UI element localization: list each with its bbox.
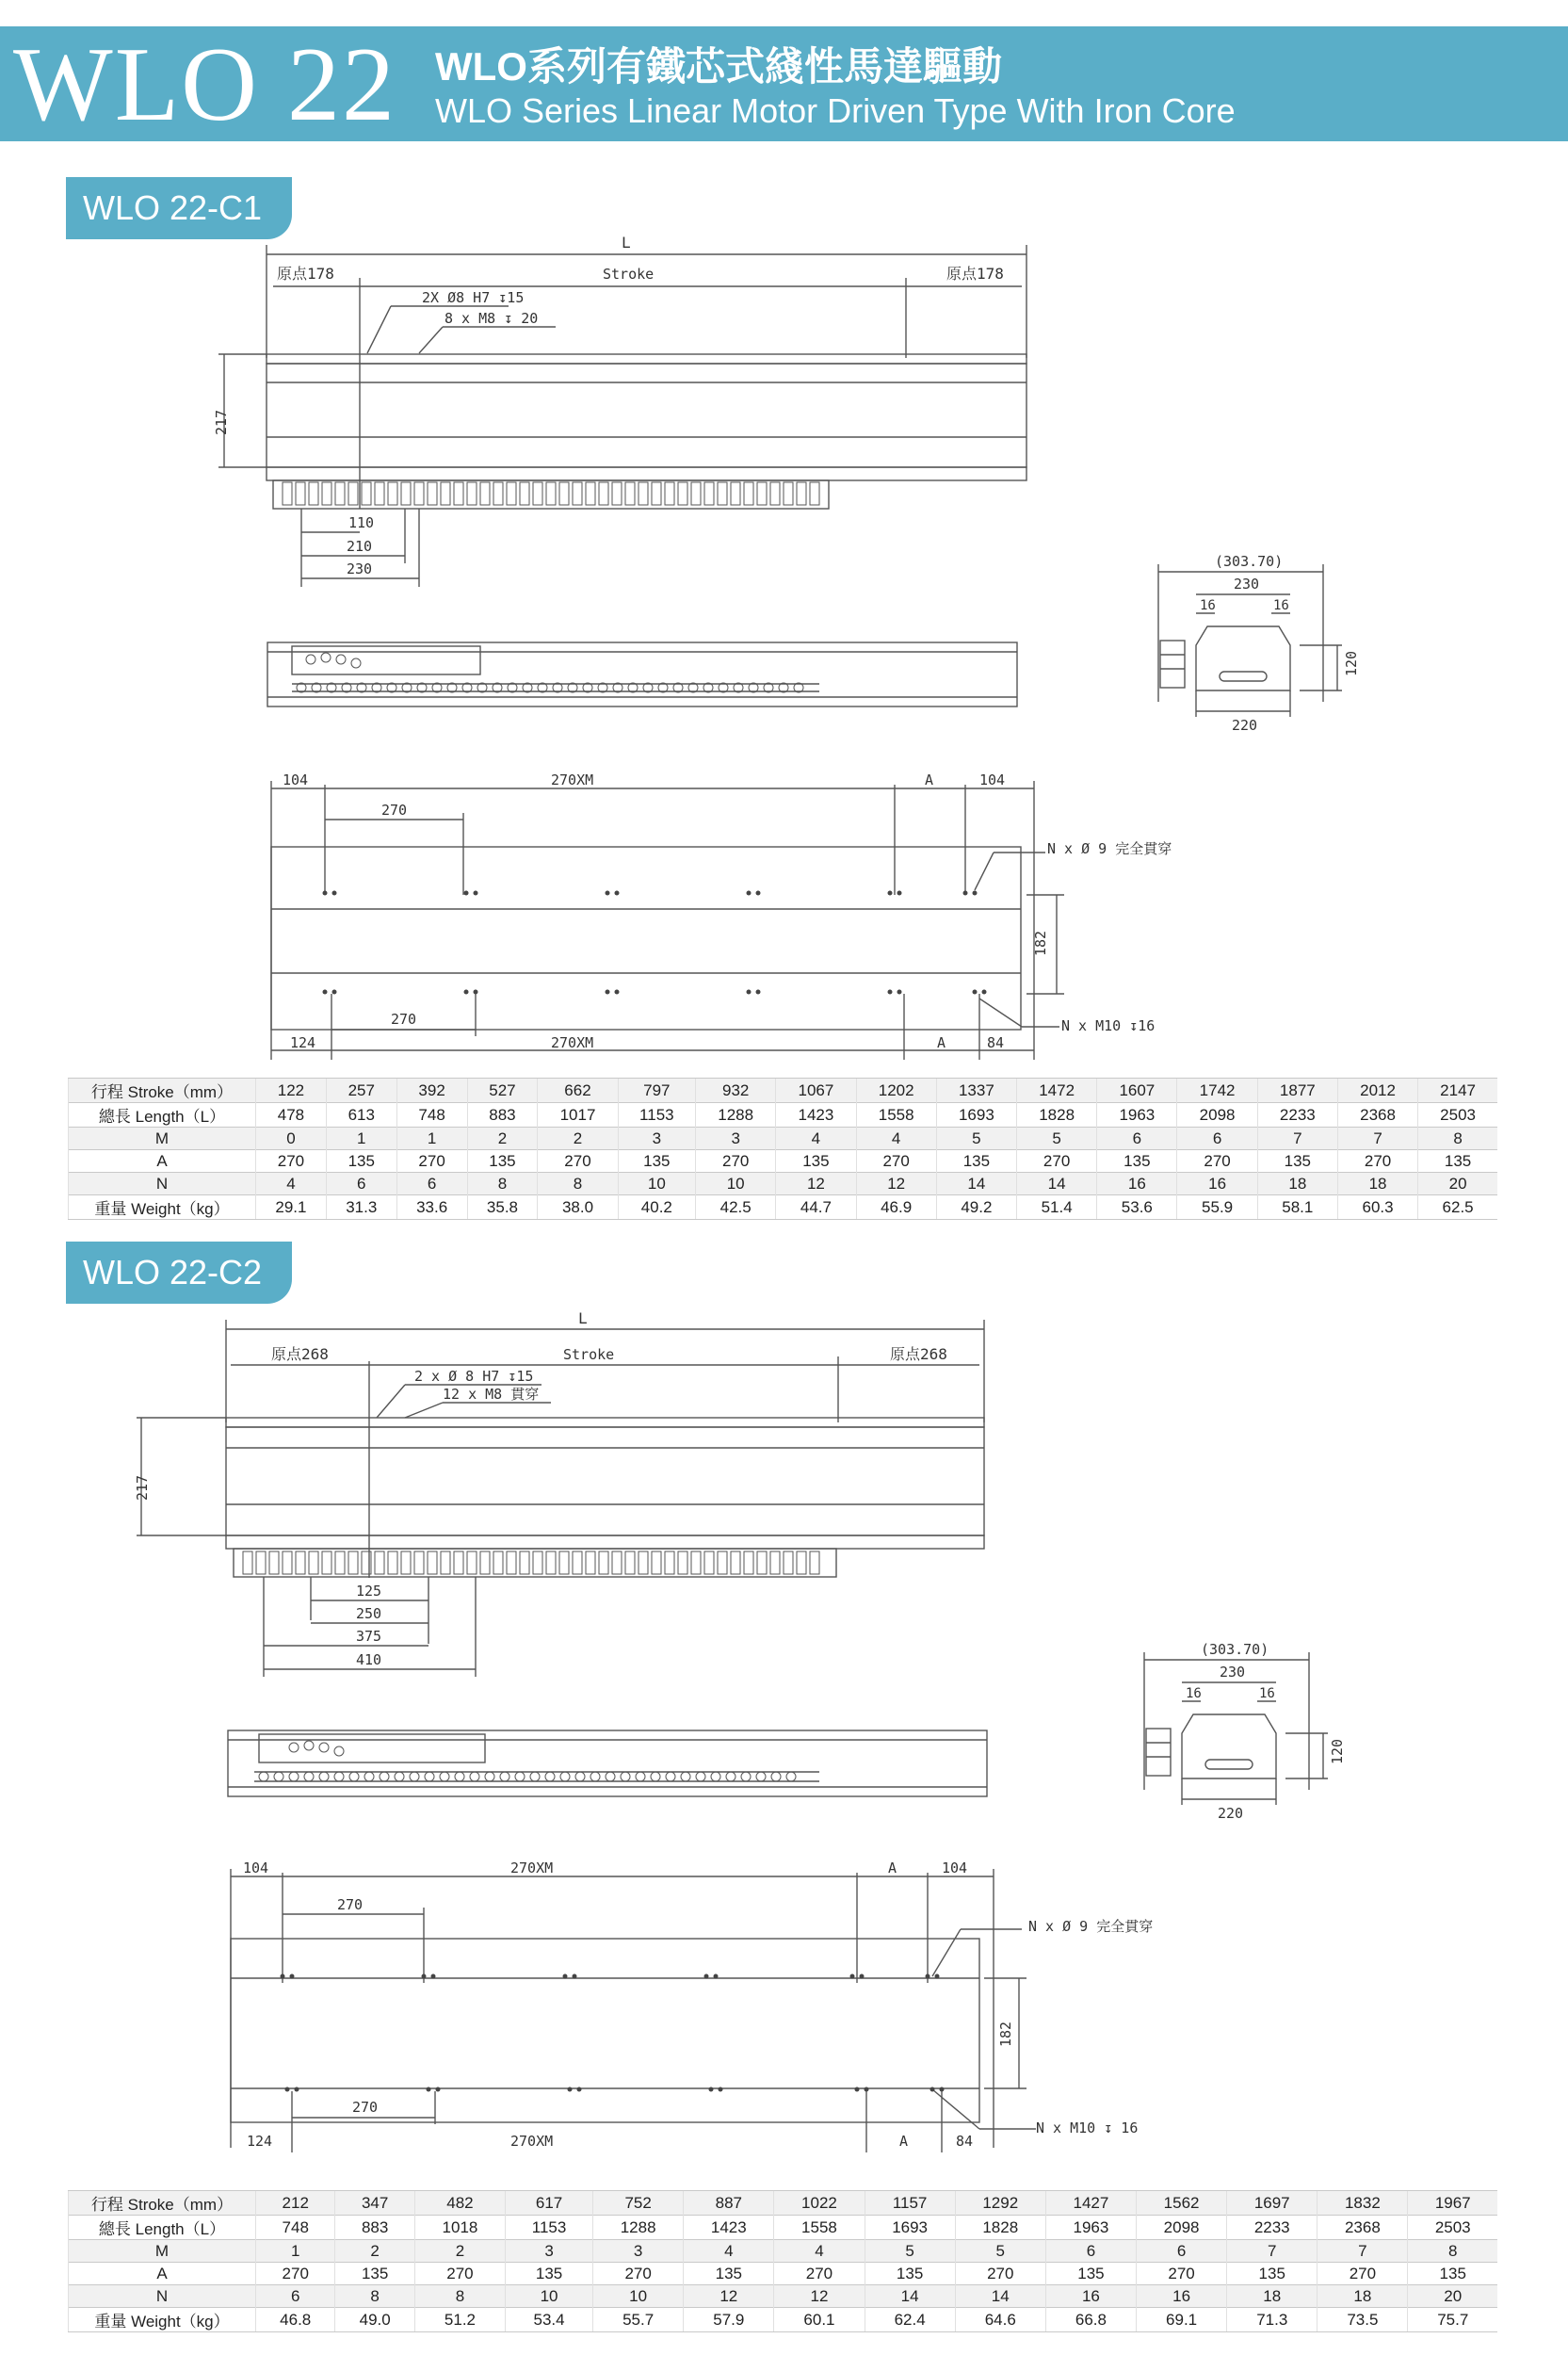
cell: 257 — [326, 1079, 396, 1103]
cell: 1292 — [955, 2191, 1045, 2216]
cell: 270 — [1337, 1150, 1417, 1173]
cell: 1423 — [684, 2216, 774, 2240]
cell: 75.7 — [1408, 2308, 1497, 2332]
cell: 8 — [1408, 2240, 1497, 2263]
c2-bottom-view-drawing — [0, 1856, 1224, 2157]
cell: 270 — [538, 1150, 618, 1173]
c1-spec-table — [68, 1078, 1497, 1220]
cell: 613 — [326, 1103, 396, 1128]
cell: 135 — [776, 1150, 856, 1173]
cell: 16 — [1177, 1173, 1257, 1195]
cell: 60.1 — [774, 2308, 865, 2332]
cell: 1877 — [1257, 1079, 1337, 1103]
cell: 29.1 — [256, 1195, 327, 1220]
cell: 8 — [414, 2285, 505, 2308]
row-header-weight: 重量 Weight（kg） — [69, 1195, 256, 1220]
cell: 3 — [696, 1128, 776, 1150]
cell: 1157 — [865, 2191, 955, 2216]
cell: 6 — [1097, 1128, 1177, 1150]
title-english: WLO Series Linear Motor Driven Type With Iron Core — [435, 91, 1236, 130]
origin-left: 原点178 — [277, 265, 334, 283]
cell: 883 — [335, 2216, 414, 2240]
cell: 270 — [1317, 2263, 1408, 2285]
dim-375: 375 — [356, 1628, 382, 1645]
cell: 1337 — [936, 1079, 1016, 1103]
dim-220: 220 — [1218, 1805, 1244, 1822]
cell: 2 — [538, 1128, 618, 1150]
holes-n9-callout: N x Ø 9 完全貫穿 — [1047, 840, 1172, 857]
cell: 4 — [856, 1128, 936, 1150]
cell: 8 — [538, 1173, 618, 1195]
holes-m10-callout: N x M10 ↧16 — [1061, 1017, 1156, 1034]
cell: 71.3 — [1227, 2308, 1317, 2332]
cell: 752 — [593, 2191, 684, 2216]
bot-270-top: 270 — [381, 802, 408, 819]
cell: 16 — [1045, 2285, 1136, 2308]
bot-104-right: 104 — [979, 771, 1006, 788]
dim-stroke: Stroke — [603, 266, 655, 283]
dim-16-left: 16 — [1200, 598, 1216, 613]
cell: 4 — [774, 2240, 865, 2263]
cell: 8 — [1418, 1128, 1497, 1150]
cell: 20 — [1408, 2285, 1497, 2308]
bot-104-right: 104 — [942, 1860, 968, 1876]
dim-303: (303.70) — [1215, 553, 1284, 570]
cell: 135 — [1418, 1150, 1497, 1173]
cell: 270 — [1177, 1150, 1257, 1173]
cell: 49.0 — [335, 2308, 414, 2332]
cell: 73.5 — [1317, 2308, 1408, 2332]
cell: 270 — [396, 1150, 467, 1173]
bot-84: 84 — [987, 1034, 1005, 1051]
cell: 4 — [684, 2240, 774, 2263]
cell: 38.0 — [538, 1195, 618, 1220]
cell: 1828 — [955, 2216, 1045, 2240]
table-row — [69, 1128, 1498, 1150]
hole-callout-2: 8 x M8 ↧ 20 — [445, 310, 539, 327]
cell: 135 — [335, 2263, 414, 2285]
cell: 135 — [506, 2263, 593, 2285]
bot-124: 124 — [290, 1034, 316, 1051]
table-row — [69, 2216, 1498, 2240]
table-row — [69, 1150, 1498, 1173]
c2-end-view-drawing — [1135, 1639, 1351, 1827]
dim-217: 217 — [134, 1474, 151, 1501]
cell: 7 — [1337, 1128, 1417, 1150]
cell: 1288 — [593, 2216, 684, 2240]
cell: 42.5 — [696, 1195, 776, 1220]
cell: 883 — [467, 1103, 538, 1128]
cell: 46.9 — [856, 1195, 936, 1220]
cell: 2 — [467, 1128, 538, 1150]
cell: 748 — [396, 1103, 467, 1128]
cell: 4 — [256, 1173, 327, 1195]
cell: 1967 — [1408, 2191, 1497, 2216]
cell: 55.7 — [593, 2308, 684, 2332]
cell: 12 — [856, 1173, 936, 1195]
cell: 4 — [776, 1128, 856, 1150]
cell: 12 — [774, 2285, 865, 2308]
section-tab-c1: WLO 22-C1 — [66, 177, 292, 239]
header-banner — [0, 26, 1568, 141]
cell: 270 — [696, 1150, 776, 1173]
dim-217: 217 — [213, 409, 230, 435]
hole-callout-1: 2 x Ø 8 H7 ↧15 — [414, 1368, 534, 1385]
bot-124: 124 — [247, 2133, 273, 2150]
cell: 1 — [256, 2240, 335, 2263]
cell: 5 — [1017, 1128, 1097, 1150]
cell: 392 — [396, 1079, 467, 1103]
cell: 270 — [774, 2263, 865, 2285]
cell: 617 — [506, 2191, 593, 2216]
cell: 1423 — [776, 1103, 856, 1128]
bot-A-top: A — [888, 1860, 897, 1876]
cell: 8 — [335, 2285, 414, 2308]
cell: 135 — [936, 1150, 1016, 1173]
cell: 51.4 — [1017, 1195, 1097, 1220]
cell: 3 — [506, 2240, 593, 2263]
cell: 33.6 — [396, 1195, 467, 1220]
row-header-length: 總長 Length（L） — [69, 2216, 256, 2240]
cell: 1018 — [414, 2216, 505, 2240]
dim-410: 410 — [356, 1651, 382, 1668]
table-row — [69, 2240, 1498, 2263]
cell: 20 — [1418, 1173, 1497, 1195]
table-row — [69, 1173, 1498, 1195]
table-row — [69, 2308, 1498, 2332]
table-row — [69, 2263, 1498, 2285]
cell: 12 — [684, 2285, 774, 2308]
cell: 662 — [538, 1079, 618, 1103]
cell: 3 — [618, 1128, 695, 1150]
cell: 270 — [593, 2263, 684, 2285]
cell: 18 — [1337, 1173, 1417, 1195]
cell: 1693 — [865, 2216, 955, 2240]
cell: 135 — [1257, 1150, 1337, 1173]
cell: 135 — [1227, 2263, 1317, 2285]
cell: 14 — [1017, 1173, 1097, 1195]
cell: 6 — [1045, 2240, 1136, 2263]
cell: 69.1 — [1137, 2308, 1227, 2332]
row-header-stroke: 行程 Stroke（mm） — [69, 2191, 256, 2216]
cell: 135 — [467, 1150, 538, 1173]
cell: 1828 — [1017, 1103, 1097, 1128]
cell: 18 — [1257, 1173, 1337, 1195]
dim-16-right: 16 — [1273, 598, 1289, 613]
dim-16-right: 16 — [1259, 1686, 1275, 1701]
hole-callout-1: 2X Ø8 H7 ↧15 — [422, 289, 525, 306]
cell: 135 — [865, 2263, 955, 2285]
row-header-m: M — [69, 1128, 256, 1150]
cell: 66.8 — [1045, 2308, 1136, 2332]
dim-250: 250 — [356, 1605, 382, 1622]
cell: 1153 — [506, 2216, 593, 2240]
table-row — [69, 1103, 1498, 1128]
bot-104-left: 104 — [243, 1860, 269, 1876]
cell: 51.2 — [414, 2308, 505, 2332]
c2-side-view-drawing — [217, 1719, 998, 1804]
cell: 40.2 — [618, 1195, 695, 1220]
cell: 797 — [618, 1079, 695, 1103]
cell: 16 — [1137, 2285, 1227, 2308]
cell: 10 — [506, 2285, 593, 2308]
cell: 2503 — [1418, 1103, 1497, 1128]
dim-stroke: Stroke — [563, 1346, 615, 1363]
cell: 44.7 — [776, 1195, 856, 1220]
cell: 2 — [414, 2240, 505, 2263]
cell: 2 — [335, 2240, 414, 2263]
dim-210: 210 — [347, 538, 373, 555]
cell: 14 — [865, 2285, 955, 2308]
cell: 1 — [396, 1128, 467, 1150]
cell: 2012 — [1337, 1079, 1417, 1103]
origin-right: 原点178 — [946, 265, 1004, 283]
bot-A-top: A — [925, 771, 934, 788]
table-row — [69, 2285, 1498, 2308]
bot-84: 84 — [956, 2133, 974, 2150]
holes-m10-callout: N x M10 ↧ 16 — [1036, 2120, 1139, 2136]
cell: 1697 — [1227, 2191, 1317, 2216]
cell: 887 — [684, 2191, 774, 2216]
cell: 6 — [256, 2285, 335, 2308]
cell: 270 — [1017, 1150, 1097, 1173]
model-number: WLO 22 — [13, 26, 397, 143]
c1-end-view-drawing — [1149, 551, 1366, 739]
cell: 212 — [256, 2191, 335, 2216]
cell: 1067 — [776, 1079, 856, 1103]
cell: 6 — [1177, 1128, 1257, 1150]
bot-182: 182 — [997, 2021, 1014, 2047]
row-header-length: 總長 Length（L） — [69, 1103, 256, 1128]
dim-L: L — [578, 1309, 588, 1327]
cell: 6 — [326, 1173, 396, 1195]
cell: 135 — [1408, 2263, 1497, 2285]
dim-303: (303.70) — [1201, 1641, 1269, 1658]
cell: 135 — [326, 1150, 396, 1173]
section-tab-c2: WLO 22-C2 — [66, 1242, 292, 1304]
cell: 748 — [256, 2216, 335, 2240]
cell: 482 — [414, 2191, 505, 2216]
bot-A-bottom: A — [937, 1034, 946, 1051]
cell: 10 — [696, 1173, 776, 1195]
table-row — [69, 1079, 1498, 1103]
cell: 60.3 — [1337, 1195, 1417, 1220]
dim-230: 230 — [347, 560, 373, 577]
bot-104-left: 104 — [283, 771, 309, 788]
cell: 2098 — [1177, 1103, 1257, 1128]
cell: 2368 — [1317, 2216, 1408, 2240]
cell: 7 — [1257, 1128, 1337, 1150]
cell: 14 — [936, 1173, 1016, 1195]
cell: 31.3 — [326, 1195, 396, 1220]
bot-270xm-top: 270XM — [510, 1860, 554, 1876]
cell: 122 — [256, 1079, 327, 1103]
cell: 135 — [618, 1150, 695, 1173]
cell: 2233 — [1227, 2216, 1317, 2240]
row-header-a: A — [69, 1150, 256, 1173]
cell: 1472 — [1017, 1079, 1097, 1103]
cell: 6 — [1137, 2240, 1227, 2263]
cell: 58.1 — [1257, 1195, 1337, 1220]
row-header-n: N — [69, 1173, 256, 1195]
cell: 932 — [696, 1079, 776, 1103]
bot-270-top: 270 — [337, 1896, 364, 1913]
cell: 135 — [684, 2263, 774, 2285]
row-header-weight: 重量 Weight（kg） — [69, 2308, 256, 2332]
title-chinese: WLO系列有鐵芯式綫性馬達驅動 — [435, 44, 1002, 89]
bot-270xm-top: 270XM — [551, 771, 594, 788]
cell: 49.2 — [936, 1195, 1016, 1220]
table-row — [69, 1195, 1498, 1220]
cell: 1832 — [1317, 2191, 1408, 2216]
cell: 53.6 — [1097, 1195, 1177, 1220]
cell: 347 — [335, 2191, 414, 2216]
cell: 7 — [1317, 2240, 1408, 2263]
c2-spec-table — [68, 2190, 1497, 2332]
table-row — [69, 2191, 1498, 2216]
bot-A-bottom: A — [899, 2133, 909, 2150]
cell: 35.8 — [467, 1195, 538, 1220]
cell: 135 — [1097, 1150, 1177, 1173]
cell: 5 — [865, 2240, 955, 2263]
cell: 12 — [776, 1173, 856, 1195]
dim-220: 220 — [1232, 717, 1258, 734]
cell: 3 — [593, 2240, 684, 2263]
cell: 1 — [326, 1128, 396, 1150]
row-header-a: A — [69, 2263, 256, 2285]
cell: 1153 — [618, 1103, 695, 1128]
cell: 5 — [955, 2240, 1045, 2263]
cell: 2233 — [1257, 1103, 1337, 1128]
cell: 1963 — [1097, 1103, 1177, 1128]
cell: 1607 — [1097, 1079, 1177, 1103]
dim-16-left: 16 — [1186, 1686, 1202, 1701]
dim-230-end: 230 — [1220, 1664, 1246, 1681]
row-header-m: M — [69, 2240, 256, 2263]
cell: 0 — [256, 1128, 327, 1150]
cell: 2368 — [1337, 1103, 1417, 1128]
cell: 270 — [256, 2263, 335, 2285]
hole-callout-2: 12 x M8 貫穿 — [443, 1386, 540, 1403]
dim-125: 125 — [356, 1583, 382, 1600]
cell: 1022 — [774, 2191, 865, 2216]
cell: 1202 — [856, 1079, 936, 1103]
cell: 1963 — [1045, 2216, 1136, 2240]
cell: 1693 — [936, 1103, 1016, 1128]
c1-side-view-drawing — [254, 631, 1026, 716]
bot-270xm-bottom: 270XM — [551, 1034, 594, 1051]
cell: 1427 — [1045, 2191, 1136, 2216]
dim-L: L — [622, 234, 631, 252]
cell: 62.4 — [865, 2308, 955, 2332]
cell: 18 — [1227, 2285, 1317, 2308]
cell: 6 — [396, 1173, 467, 1195]
cell: 1558 — [774, 2216, 865, 2240]
cell: 55.9 — [1177, 1195, 1257, 1220]
cell: 10 — [618, 1173, 695, 1195]
cell: 64.6 — [955, 2308, 1045, 2332]
cell: 2147 — [1418, 1079, 1497, 1103]
cell: 18 — [1317, 2285, 1408, 2308]
cell: 16 — [1097, 1173, 1177, 1195]
origin-left: 原点268 — [271, 1345, 329, 1363]
cell: 270 — [856, 1150, 936, 1173]
bot-270xm-bottom: 270XM — [510, 2133, 554, 2150]
cell: 10 — [593, 2285, 684, 2308]
dim-120: 120 — [1329, 1738, 1346, 1764]
cell: 5 — [936, 1128, 1016, 1150]
cell: 46.8 — [256, 2308, 335, 2332]
dim-110: 110 — [348, 514, 375, 531]
row-header-n: N — [69, 2285, 256, 2308]
cell: 1558 — [856, 1103, 936, 1128]
c2-top-view-drawing — [0, 1305, 1568, 1672]
cell: 2098 — [1137, 2216, 1227, 2240]
bot-270-bottom: 270 — [352, 2099, 379, 2116]
cell: 62.5 — [1418, 1195, 1497, 1220]
cell: 270 — [414, 2263, 505, 2285]
row-header-stroke: 行程 Stroke（mm） — [69, 1079, 256, 1103]
cell: 1742 — [1177, 1079, 1257, 1103]
cell: 135 — [1045, 2263, 1136, 2285]
cell: 8 — [467, 1173, 538, 1195]
dim-120: 120 — [1343, 650, 1360, 676]
origin-right: 原点268 — [890, 1345, 947, 1363]
bot-270-bottom: 270 — [391, 1011, 417, 1028]
cell: 270 — [955, 2263, 1045, 2285]
cell: 1288 — [696, 1103, 776, 1128]
cell: 1017 — [538, 1103, 618, 1128]
cell: 270 — [1137, 2263, 1227, 2285]
cell: 1562 — [1137, 2191, 1227, 2216]
cell: 527 — [467, 1079, 538, 1103]
c1-bottom-view-drawing — [0, 768, 1224, 1069]
cell: 53.4 — [506, 2308, 593, 2332]
cell: 270 — [256, 1150, 327, 1173]
cell: 478 — [256, 1103, 327, 1128]
cell: 2503 — [1408, 2216, 1497, 2240]
dim-230-end: 230 — [1234, 576, 1260, 593]
bot-182: 182 — [1032, 930, 1049, 956]
cell: 57.9 — [684, 2308, 774, 2332]
cell: 7 — [1227, 2240, 1317, 2263]
cell: 14 — [955, 2285, 1045, 2308]
holes-n9-callout: N x Ø 9 完全貫穿 — [1028, 1918, 1154, 1935]
